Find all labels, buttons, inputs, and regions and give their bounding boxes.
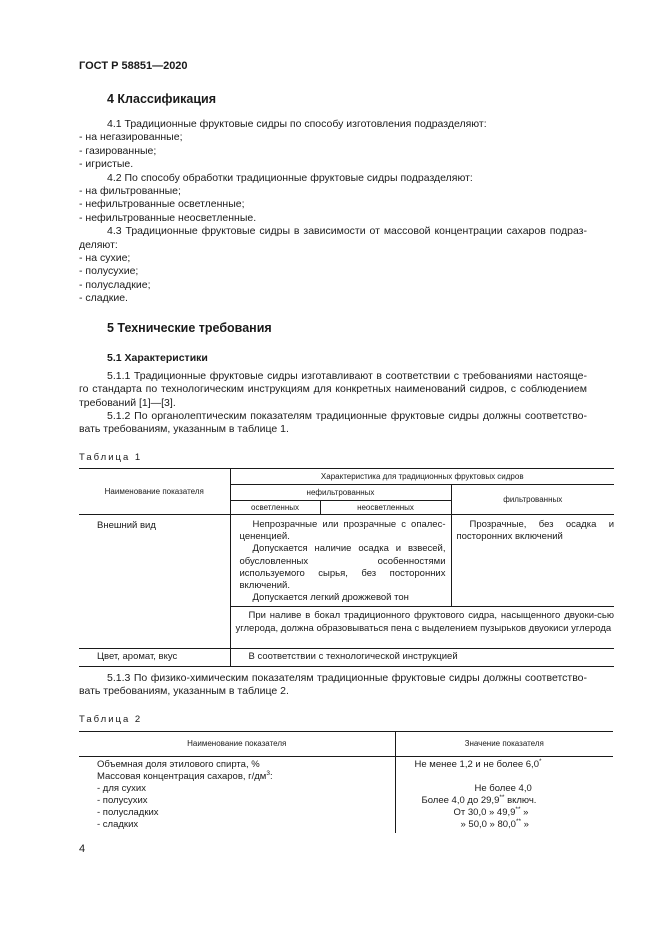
document-header: ГОСТ Р 58851—2020 [79, 60, 188, 72]
table-1-caption: Таблица 1 [79, 452, 143, 463]
section-4-body [79, 118, 587, 306]
list-item: - полусухие; [79, 265, 139, 278]
t2-value-semisweet: От 30,0 » 49,9** » [453, 806, 529, 818]
list-item: - на фильтрованные; [79, 185, 181, 198]
table-2 [79, 731, 613, 833]
t2-row-dry: - для сухих [97, 783, 146, 794]
t2-value-semidry: Более 4,0 до 29,9** включ. [421, 794, 537, 806]
t1-head-unclar: неосветленных [320, 501, 451, 515]
t2-value-dry: Не более 4,0 [474, 783, 532, 794]
t1-head-filt: фильтрованных [451, 485, 614, 515]
t2-row-semidry: - полусухих [97, 795, 148, 806]
t1-head-name: Наименование показателя [79, 469, 230, 515]
clause-5-1-1: 5.1.1 Традиционные фруктовые сидры изготавливают в соответствии с требованиями настояще-го стандарта по технологическим инструкциям для конкретных наименований сидров, с соблюдением требований [1]—[3]. [79, 370, 587, 409]
t2-head-value: Значение показателя [395, 732, 613, 757]
t1-row1-name: Внешний вид [79, 515, 230, 649]
t1-row1-common: При наливе в бокал традиционного фруктового сидра, насыщенного двуоки-сью углерода, должна образовываться пена с выделением пузырьков двуокиси углерода [230, 607, 614, 649]
t1-row1-unfilt: Непрозрачные или прозрачные с опалес-цененцией. Допускается наличие осадка и взвесей, обусловленных особенностями используемого сырья, без посторонних включений. Допускается легкий дрожжевой тон [230, 515, 451, 607]
t1-row1-filt: Прозрачные, без осадка и посторонних включений [451, 515, 614, 607]
list-item: - на сухие; [79, 252, 131, 265]
t1-head-clar: осветленных [230, 501, 320, 515]
list-item: - нефильтрованные неосветленные. [79, 211, 257, 224]
t2-value-alcohol: Не менее 1,2 и не более 6,0* [414, 758, 542, 770]
t2-row-sweet: - сладких [97, 819, 139, 830]
list-item: - полусладкие; [79, 278, 151, 291]
list-item: - нефильтрованные осветленные; [79, 198, 245, 211]
t1-row2-name: Цвет, аромат, вкус [79, 649, 230, 667]
subsection-5-1-title: 5.1 Характеристики [107, 352, 208, 364]
t2-row-semisweet: - полусладких [97, 807, 159, 818]
clause-5-1-3: 5.1.3 По физико-химическим показателям традиционные фруктовые сидры должны соответство-вать требованиям, указанным в таблице 2. [79, 672, 587, 698]
list-item: - газированные; [79, 144, 157, 157]
clause-4-2: 4.2 По способу обработки традиционные фруктовые сидры подразделяют: [107, 171, 473, 184]
section-5-title: 5 Технические требования [107, 321, 272, 335]
table-1 [79, 468, 614, 667]
t2-names [79, 757, 395, 834]
section-4-title: 4 Классификация [107, 92, 217, 106]
t2-head-name: Наименование показателя [79, 732, 395, 757]
t1-row2-value: В соответствии с технологической инструкцией [230, 649, 614, 667]
clause-4-3-cont: деляют: [79, 238, 118, 251]
table-2-caption: Таблица 2 [79, 714, 143, 725]
t1-head-unfilt: нефильтрованных [230, 485, 451, 501]
t2-value-sweet: » 50,0 » 80,0** » [460, 818, 529, 830]
t1-head-char: Характеристика для традиционных фруктовых сидров [230, 469, 614, 485]
list-item: - игристые. [79, 158, 134, 171]
clause-5-1-2: 5.1.2 По органолептическим показателям традиционные фруктовые сидры должны соответство-вать требованиям, указанным в таблице 1. [79, 410, 587, 436]
t2-values [395, 757, 613, 834]
list-item: - сладкие. [79, 292, 128, 305]
t2-row-sugar: Массовая концентрация сахаров, $г/дм^3$: [97, 770, 273, 782]
list-item: - на негазированные; [79, 131, 183, 144]
clause-4-1: 4.1 Традиционные фруктовые сидры по способу изготовления подразделяют: [107, 118, 487, 130]
page-number: 4 [79, 843, 86, 855]
clause-4-3: 4.3 Традиционные фруктовые сидры в зависимости от массовой концентрации сахаров подраз- [107, 225, 587, 238]
t2-row-alcohol: Объемная доля этилового спирта, % [97, 759, 260, 770]
